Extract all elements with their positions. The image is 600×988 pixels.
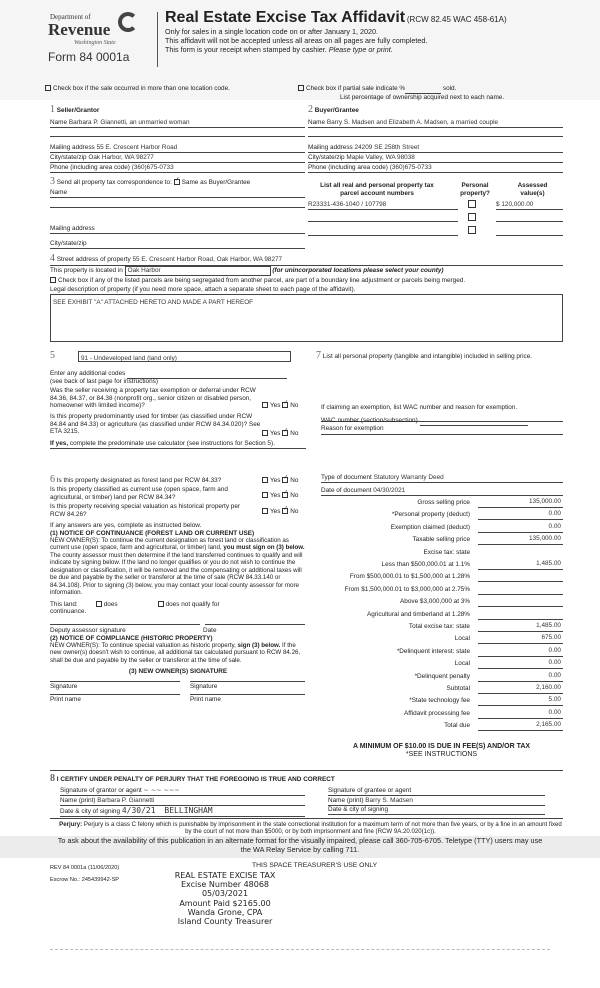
no-checkbox[interactable] xyxy=(282,508,288,514)
header-line-2: This affidavit will not be accepted unless all areas on all pages are fully completed. xyxy=(165,36,428,45)
tax-row-value[interactable]: 5.00 xyxy=(478,696,563,706)
tax-row-label: From $500,000.01 to $1,500,000 at 1.28% xyxy=(349,573,470,581)
parcel-number-field[interactable] xyxy=(308,228,458,236)
reason-field[interactable] xyxy=(321,434,563,435)
multi-location-label: Check box if the sale occurred in more than one location code. xyxy=(53,85,230,92)
buyer-mailing-field[interactable]: 24209 SE 258th Street xyxy=(354,144,420,151)
label: Yes xyxy=(270,430,281,437)
personal-property-label: List all personal property (tangible and intangible) included in selling price. xyxy=(322,353,533,360)
q-historic: Is this property receiving special valuation as historical property per RCW 84.26? xyxy=(50,503,241,518)
label: No xyxy=(290,508,299,515)
personal-property-checkbox[interactable] xyxy=(468,213,476,221)
tax-row xyxy=(300,559,563,570)
deputy-signature-field[interactable] xyxy=(50,624,200,625)
tax-row-value[interactable]: 2,165.00 xyxy=(478,721,563,731)
segregated-label: Check box if any of the listed parcels are being segregated from another parcel, are part of a boundary line adjustment or parcels being merged. xyxy=(58,277,466,284)
tax-row-label: Subtotal xyxy=(446,685,470,692)
certify-title: I CERTIFY UNDER PENALTY OF PERJURY THAT THE FOREGOING IS TRUE AND CORRECT xyxy=(56,776,335,783)
stamp-treasurer-name: Wanda Grone, CPA xyxy=(187,907,263,917)
section-number: 1 xyxy=(50,104,55,115)
label: Type of document xyxy=(321,474,372,481)
seller-mailing-field[interactable]: 55 E. Crescent Harbor Road xyxy=(96,144,178,151)
tax-row xyxy=(300,522,563,533)
tax-row-label: *Delinquent penalty xyxy=(414,672,470,680)
same-as-buyer-checkbox[interactable] xyxy=(174,179,180,185)
section-number: 4 xyxy=(50,253,55,264)
no-checkbox[interactable] xyxy=(282,492,288,498)
tax-row-label: *Delinquent interest: state xyxy=(396,647,470,655)
tax-row-label: *Personal property (deduct) xyxy=(391,511,470,519)
seller-name-line-2[interactable] xyxy=(50,136,305,137)
buyer-phone-field[interactable]: (360)675-0733 xyxy=(389,164,432,171)
tax-row-label: Agricultural and timberland at 1.28% xyxy=(366,610,470,618)
divider xyxy=(50,770,563,771)
yes-checkbox[interactable] xyxy=(262,430,268,436)
grantee-signature-field[interactable]: Signature of grantee or agent xyxy=(328,787,412,794)
tax-row xyxy=(300,658,563,669)
stamp-date: 05/03/2021 xyxy=(201,889,249,899)
label: Enter any additional codes xyxy=(50,370,126,377)
tax-row-value[interactable]: 0.00 xyxy=(478,523,563,533)
dept-of: Department of xyxy=(50,13,91,21)
notice-1-text: NEW OWNER(S): To continue the current designation as forest land or classification as current use (open space, farm and agricultural, or timber) land, xyxy=(50,537,289,552)
print-name-field[interactable]: Print name xyxy=(190,694,305,704)
same-as-label: Same as Buyer/Grantee xyxy=(181,179,251,186)
grantee-date-field[interactable]: Date & city of signing xyxy=(328,806,389,813)
label: No xyxy=(290,430,299,437)
section-number: 2 xyxy=(308,104,313,115)
escrow-number: Escrow No.: 245439942-SP xyxy=(50,877,120,883)
label: Mailing address xyxy=(50,225,95,232)
tax-row xyxy=(300,671,563,682)
seller-phone-field[interactable]: (360)675-0733 xyxy=(131,164,174,171)
personal-header: Personal property? xyxy=(460,182,490,197)
signature-field[interactable]: Signature xyxy=(50,681,180,691)
q-exemption: Was the seller receiving a property tax exemption or deferral under RCW 84.36, 84.37, or 84.38 (nonprofit org., senior citizen or disabled person, homeowner with limited income)? xyxy=(50,387,256,410)
if-yes-note: complete the predominate use calculator (see instructions for Section 5). xyxy=(69,440,275,447)
tax-row-label: Total due xyxy=(444,722,470,730)
partial-pct-field[interactable] xyxy=(405,85,441,94)
deputy-date-field[interactable] xyxy=(205,624,305,625)
label: Name xyxy=(308,119,326,126)
yes-checkbox[interactable] xyxy=(262,492,268,498)
label: Yes xyxy=(270,402,281,409)
stamp-excise-number: Excise Number 48068 xyxy=(180,880,270,890)
tax-row-label: Total excise tax: state xyxy=(408,623,470,630)
label: Yes xyxy=(270,477,281,484)
stamp-line: REAL ESTATE EXCISE TAX xyxy=(174,871,276,880)
label: Mailing address xyxy=(308,144,353,151)
label: No xyxy=(290,402,299,409)
tax-row xyxy=(300,596,563,607)
label: Phone (including area code) xyxy=(308,164,388,171)
perjury-label: Perjury: xyxy=(59,821,83,828)
notice-1-text-2: The county assessor must then determine if the land transferred continues to qualify and will indicate by signing below. If the land no longer qualifies or you do not wish to continue the designation or classification, it will be removed and the compensating or additional taxes will be due and payable by the seller or transferor at the time of sale (RCW 84.33.140 or 84.34.108). Prior to signing (3) below, you may contact your local county assessor for more information. xyxy=(50,551,303,597)
label: No xyxy=(290,477,299,484)
seller-name-field[interactable]: Barbara P. Giannetti, an unmarried woman xyxy=(68,119,190,126)
document-date-field[interactable]: 04/30/2021 xyxy=(373,487,406,494)
label: Name (print) xyxy=(60,797,96,804)
label: Mailing address xyxy=(50,144,95,151)
location-note: (for unincorporated locations please select your county) xyxy=(272,267,444,274)
label: Yes xyxy=(270,492,281,499)
assessed-value-field[interactable] xyxy=(496,228,563,236)
form-number: Form 84 0001a xyxy=(48,50,130,64)
signature-field[interactable]: Signature xyxy=(190,681,305,691)
parcel-number-field[interactable]: R23331-436-1040 / 107798 xyxy=(308,201,458,210)
divider xyxy=(50,949,550,950)
tax-row-value[interactable]: 1,485.00 xyxy=(478,560,563,570)
tax-row-value[interactable]: 135,000.00 xyxy=(478,535,563,545)
tax-row-label: Taxable selling price xyxy=(412,536,470,544)
tax-row-value[interactable] xyxy=(478,572,563,582)
parcel-table xyxy=(308,201,563,251)
label: If yes, xyxy=(50,440,69,447)
tax-row-label: Above $3,000,000 at 3% xyxy=(400,598,470,606)
label: City/state/zip xyxy=(308,154,345,161)
tax-row xyxy=(300,683,563,694)
tax-row-label: From $1,500,000.01 to $3,000,000 at 2.75% xyxy=(344,585,470,593)
header-line-3: This form is your receipt when stamped by cashier. xyxy=(165,45,327,54)
label: Street address of property xyxy=(56,256,131,263)
tax-row-label: Less than $500,000.01 at 1.1% xyxy=(381,561,470,568)
tax-row-value[interactable]: 0.00 xyxy=(478,709,563,719)
buyer-name-field[interactable]: Barry S. Madsen and Elizabeth A. Madsen, a married couple xyxy=(326,119,499,126)
label: Yes xyxy=(270,508,281,515)
tax-row xyxy=(300,584,563,595)
tax-row-label: Affidavit processing fee xyxy=(404,709,470,717)
treasurer-use-label: THIS SPACE TREASURER'S USE ONLY xyxy=(252,862,378,869)
section-number: 6 xyxy=(50,474,55,485)
notice-2-text: NEW OWNER(S): To continue special valuation as historic property, xyxy=(50,642,236,649)
personal-property-checkbox[interactable] xyxy=(468,200,476,208)
document-type-field[interactable]: Statutory Warranty Deed xyxy=(373,474,444,481)
tax-row xyxy=(300,547,563,558)
tax-row-value[interactable]: 0.00 xyxy=(478,659,563,669)
tax-row xyxy=(300,621,563,632)
no-checkbox[interactable] xyxy=(282,402,288,408)
grantor-date-field[interactable]: 4/30/21 xyxy=(121,806,156,815)
yes-checkbox[interactable] xyxy=(262,477,268,483)
buyer-city-field[interactable]: Maple Valley, WA 98038 xyxy=(346,154,415,161)
header-divider xyxy=(157,12,158,67)
partial-sale-label: Check box if partial sale indicate % xyxy=(306,85,406,92)
tax-row xyxy=(300,708,563,719)
assessed-value-field[interactable]: $ 120,000.00 xyxy=(496,201,563,210)
tax-row xyxy=(300,509,563,520)
revenue-logo-text: Revenue xyxy=(48,20,111,39)
q-forest: Is this property designated as forest land per RCW 84.33? xyxy=(56,477,222,484)
label: Signature of grantor or agent xyxy=(60,787,142,794)
continuance-label: continuance. xyxy=(50,608,87,615)
label: This property is located in xyxy=(50,267,123,274)
yes-checkbox[interactable] xyxy=(262,402,268,408)
yes-checkbox[interactable] xyxy=(262,508,268,514)
tax-row xyxy=(300,633,563,644)
does-qualify-checkbox[interactable] xyxy=(96,601,102,607)
partial-sale-checkbox[interactable] xyxy=(298,85,304,91)
tax-row xyxy=(300,497,563,508)
seller-heading: Seller/Grantor xyxy=(56,107,100,114)
label: City/state/zip xyxy=(50,240,87,247)
tax-row xyxy=(300,571,563,582)
perjury-text: Perjury is a class C felony which is punishable by imprisonment in the state correctional institution for a maximum term of not more than five years, or by a fine in an amount fixed by the court of not more than $5000, or by both imprisonment and fine (RCW 9A.20.020(1c)). xyxy=(83,821,562,836)
wac-number-field[interactable] xyxy=(420,417,528,426)
header-line-1: Only for sales in a single location code on or after January 1, 2020. xyxy=(165,27,378,36)
section-number: 8 xyxy=(50,773,55,784)
tax-row-label: Local xyxy=(454,635,470,643)
label: WAC number (section/subsection) xyxy=(321,417,418,424)
type-or-print: Please type or print. xyxy=(328,45,393,54)
codes-note: (see back of last page for instructions) xyxy=(50,378,158,385)
tax-row-value[interactable]: 675.00 xyxy=(478,634,563,644)
label: Date of document xyxy=(321,487,372,494)
revenue-logo-icon xyxy=(118,12,138,32)
alternate-format-note: To ask about the availability of this publication in an alternate format for the visually impaired, please call 360-705-6705. Teletype (TTY) users may use the WA Relay Service by calling 711. xyxy=(0,836,600,858)
label: Phone (including area code) xyxy=(50,164,130,171)
notice-1-title: (1) NOTICE OF CONTINUANCE (FOREST LAND OR CURRENT USE) xyxy=(50,530,255,537)
tax-row-value[interactable] xyxy=(478,597,563,607)
tax-row-label: *State technology fee xyxy=(409,697,470,705)
list-pct-note: List percentage of ownership acquired next to each name. xyxy=(340,94,505,101)
grantor-city-field[interactable]: BELLINGHAM xyxy=(164,806,213,815)
tax-row xyxy=(300,646,563,657)
revision: REV 84 0001a (11/06/2020) xyxy=(50,865,120,871)
use-code-select[interactable]: 91 - Undeveloped land (land only) xyxy=(78,351,291,362)
reason-label: Reason for exemption xyxy=(321,425,384,432)
personal-property-checkbox[interactable] xyxy=(468,226,476,234)
correspondence-name-line-2[interactable] xyxy=(50,207,305,208)
sold-label: sold. xyxy=(442,85,457,92)
parcel-header: List all real and personal property tax parcel account numbers xyxy=(320,182,434,197)
buyer-name-line-2[interactable] xyxy=(308,136,563,137)
grantor-signature-field[interactable]: ~ ~~ ~~~ xyxy=(143,786,180,794)
multi-location-checkbox[interactable] xyxy=(45,85,51,91)
street-address-field[interactable]: 55 E. Crescent Harbor Road, Oak Harbor, WA 98277 xyxy=(132,256,283,263)
label: Name xyxy=(50,119,68,126)
tax-row-label: Local xyxy=(454,660,470,668)
label: Name (print) xyxy=(328,797,364,804)
tax-row-value[interactable]: 0.00 xyxy=(478,647,563,657)
legal-label: Legal description of property (if you need more space, attach a separate sheet to each page of the affidavit). xyxy=(50,286,356,293)
notice-3-title: (3) NEW OWNER(S) SIGNATURE xyxy=(128,668,228,675)
notice-2-bold: sign (3) below. xyxy=(237,642,281,649)
section-number: 5 xyxy=(50,350,55,361)
minimum-due-note: A MINIMUM OF $10.00 IS DUE IN FEE(S) AND/OR TAX xyxy=(352,743,531,750)
notice-1-bold: you must sign on (3) below. xyxy=(223,544,305,552)
tax-row xyxy=(300,720,563,731)
tax-row-value[interactable]: 2,160.00 xyxy=(478,684,563,694)
tax-row xyxy=(300,534,563,545)
if-any-note: If any answers are yes, complete as instructed below. xyxy=(50,522,202,529)
segregated-checkbox[interactable] xyxy=(50,277,56,283)
tax-row xyxy=(300,695,563,706)
q-timber: Is this property predominantly used for timber (as classified under RCW 84.84 and 84.33) or agriculture (as classified under RCW 84.34.020)? See ETA 3215. xyxy=(50,413,261,436)
no-checkbox[interactable] xyxy=(282,477,288,483)
tax-row xyxy=(300,609,563,620)
tax-row-label: Gross selling price xyxy=(417,499,470,506)
notice-2-title: (2) NOTICE OF COMPLIANCE (HISTORIC PROPERTY) xyxy=(50,635,213,642)
location-select[interactable]: Oak Harbor xyxy=(125,266,271,276)
exemption-label: If claiming an exemption, list WAC number and reason for exemption. xyxy=(321,404,518,411)
tax-row-label: Excise tax: state xyxy=(423,548,470,556)
stamp-treasurer-title: Island County Treasurer xyxy=(177,916,273,926)
tax-row-label: Exemption claimed (deduct) xyxy=(390,523,470,531)
label: No xyxy=(290,492,299,499)
no-checkbox[interactable] xyxy=(282,430,288,436)
label: City/state/zip xyxy=(50,154,87,161)
label: Name xyxy=(50,189,68,196)
does-not-qualify-checkbox[interactable] xyxy=(158,601,164,607)
tax-row-value[interactable] xyxy=(478,610,563,620)
correspondence-label: Send all property tax correspondence to: xyxy=(56,179,172,186)
parcel-number-field[interactable] xyxy=(308,214,458,222)
grantee-name-field[interactable]: Barry S. Madsen xyxy=(365,797,413,804)
tax-row-value[interactable]: 135,000.00 xyxy=(478,498,563,508)
rcw-ref: (RCW 82.45 WAC 458-61A) xyxy=(406,15,507,24)
form-title: Real Estate Excise Tax Affidavit xyxy=(165,9,406,26)
see-instructions: *SEE INSTRUCTIONS xyxy=(405,751,478,758)
q-current-use: Is this property classified as current use (open space, farm and agricultural, or timber) land per RCW 84.34? xyxy=(50,486,228,501)
state-label: Washington State xyxy=(74,40,116,46)
assessed-value-field[interactable] xyxy=(496,214,563,222)
tax-row-value[interactable]: 0.00 xyxy=(478,672,563,682)
legal-description-field[interactable]: SEE EXHIBIT "A" ATTACHED HERETO AND MADE A PART HEREOF xyxy=(50,294,563,342)
grantor-name-field[interactable]: Barbara P. Giannetti xyxy=(97,797,155,804)
buyer-heading: Buyer/Grantee xyxy=(314,107,359,114)
notice-2-text-2: If the new owner(s) doesn't wish to continue, all additional tax calculated pursuant to RCW 84.26, shall be due and payable by the seller or transferor at the time of sale. xyxy=(50,642,301,664)
tax-row-value[interactable]: 0.00 xyxy=(478,510,563,520)
date-label: Date xyxy=(203,627,217,634)
seller-city-field[interactable]: Oak Harbor, WA 98277 xyxy=(88,154,154,161)
print-name-field[interactable]: Print name xyxy=(50,694,180,704)
value-header: Assessed value(s) xyxy=(517,182,548,197)
label: Date & city of signing xyxy=(60,808,121,815)
treasurer-stamp xyxy=(165,871,285,926)
tax-row-value[interactable] xyxy=(478,585,563,595)
deputy-label: Deputy assessor signature xyxy=(50,627,126,634)
section-number: 3 xyxy=(50,176,55,187)
tax-row-value[interactable]: 1,485.00 xyxy=(478,622,563,632)
label: does not qualify for xyxy=(165,601,220,608)
stamp-amount-paid: Amount Paid $2165.00 xyxy=(179,898,271,908)
divider xyxy=(50,818,563,819)
section-number: 7 xyxy=(316,350,321,361)
label: This land: xyxy=(50,601,78,608)
label: does xyxy=(103,601,118,608)
